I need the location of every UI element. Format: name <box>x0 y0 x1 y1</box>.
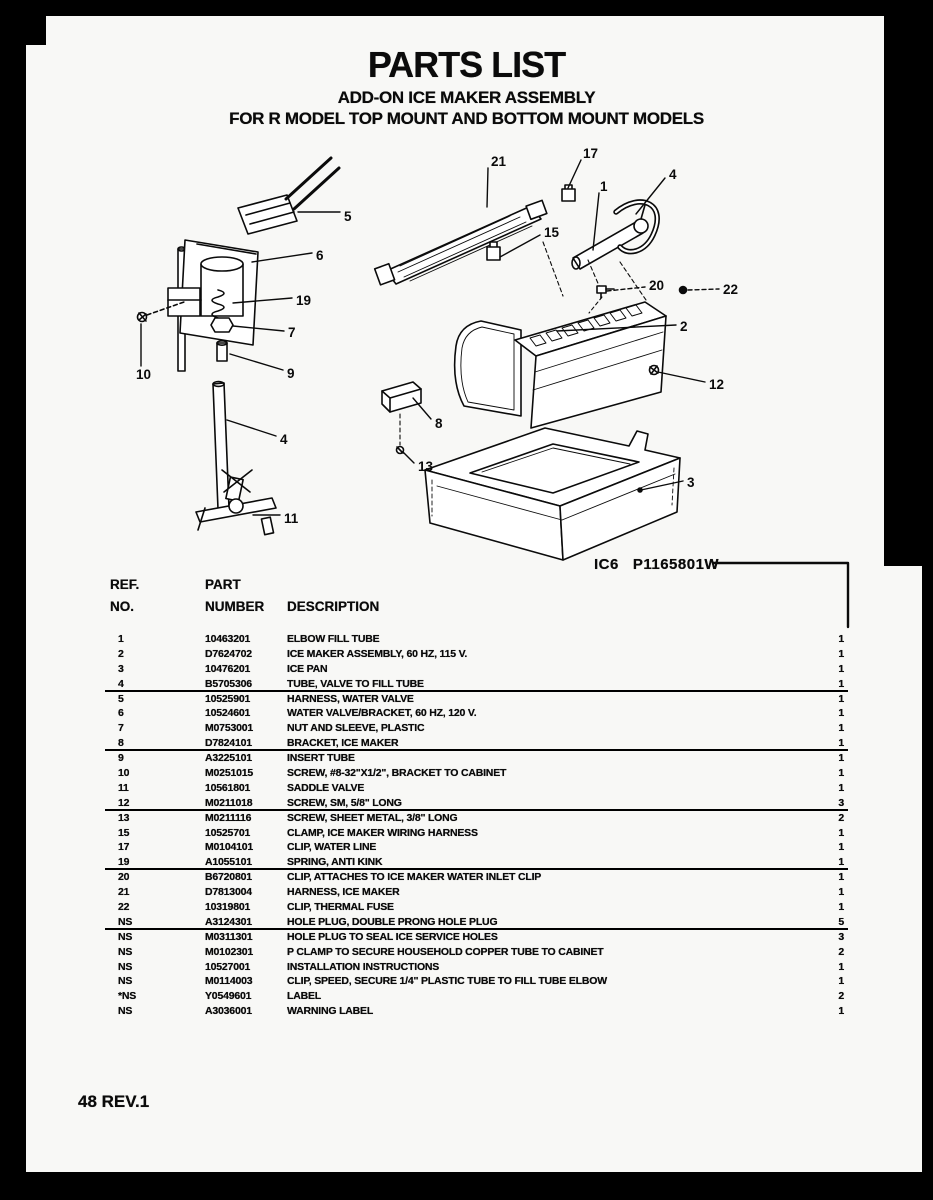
cell-ref: NS <box>118 930 133 943</box>
callout-label: 1 <box>600 179 608 194</box>
table-row <box>105 692 848 707</box>
callout-leader-line <box>227 420 276 436</box>
callout-label: 20 <box>649 278 665 293</box>
cell-ref: 19 <box>118 856 130 869</box>
cell-ref: 7 <box>118 722 124 735</box>
cell-qty: 1 <box>838 647 844 660</box>
cell-desc: SCREW, #8-32"X1/2", BRACKET TO CABINET <box>287 767 507 780</box>
cell-part: M0311301 <box>205 930 253 943</box>
cell-part: D7624702 <box>205 647 252 660</box>
table-row <box>105 945 848 960</box>
table-row <box>105 811 848 826</box>
cell-qty: 1 <box>838 752 844 765</box>
bracket-and-screw-drawing <box>382 382 421 454</box>
cell-ref: 22 <box>118 901 130 914</box>
table-row <box>105 736 848 751</box>
cell-qty: 1 <box>838 722 844 735</box>
cell-part: 10319801 <box>205 901 251 914</box>
callout-label: 12 <box>709 377 725 392</box>
cell-part: A3124301 <box>205 915 252 928</box>
callout-label: 4 <box>669 167 677 182</box>
cell-qty: 1 <box>838 841 844 854</box>
cell-desc: CLAMP, ICE MAKER WIRING HARNESS <box>287 826 478 839</box>
cell-part: 10476201 <box>205 662 251 675</box>
cell-qty: 1 <box>838 737 844 750</box>
cell-ref: 6 <box>118 707 124 720</box>
cell-part: D7813004 <box>205 886 252 899</box>
scan-border-top <box>0 0 933 16</box>
scan-border-right-upper <box>884 0 933 566</box>
cell-desc: ELBOW FILL TUBE <box>287 633 380 645</box>
table-row <box>105 751 848 766</box>
table-row <box>105 766 848 781</box>
table-row <box>105 915 848 930</box>
table-row <box>105 930 848 945</box>
callout-label: 7 <box>288 325 296 340</box>
cell-qty: 5 <box>838 915 844 928</box>
cell-part: Y0549601 <box>205 990 252 1003</box>
ice-pan-drawing <box>425 428 680 560</box>
cell-part: A1055101 <box>205 856 252 869</box>
callout-label: 6 <box>316 248 324 263</box>
cell-ref: 5 <box>118 692 124 705</box>
callout-label: 3 <box>687 475 695 490</box>
cell-ref: 2 <box>118 647 124 660</box>
cell-qty: 2 <box>838 945 844 958</box>
cell-ref: 4 <box>118 677 124 690</box>
diagram-id-label: IC6 P1165801W <box>594 556 720 573</box>
callout-label: 8 <box>435 416 443 431</box>
cell-part: M0211018 <box>205 796 253 809</box>
cell-desc: CLIP, ATTACHES TO ICE MAKER WATER INLET CLIP <box>287 871 542 884</box>
cell-qty: 2 <box>838 811 844 824</box>
table-row <box>105 1004 848 1019</box>
cell-desc: TUBE, VALVE TO FILL TUBE <box>287 677 424 690</box>
callout-leader-line <box>413 398 431 419</box>
cell-ref: 21 <box>118 886 130 899</box>
table-row <box>105 840 848 855</box>
parts-table-header <box>105 574 848 618</box>
callout-label: 10 <box>136 367 152 382</box>
cell-part: 10525701 <box>205 826 251 839</box>
cell-qty: 1 <box>838 707 844 720</box>
cell-qty: 1 <box>838 677 844 690</box>
cell-ref: 8 <box>118 737 124 750</box>
table-row <box>105 826 848 841</box>
cell-ref: 3 <box>118 662 124 675</box>
page-title: PARTS LIST <box>367 44 566 85</box>
callout-leader-line <box>403 452 414 463</box>
cell-desc: P CLAMP TO SECURE HOUSEHOLD COPPER TUBE TO CABINET <box>287 945 604 958</box>
table-row <box>105 796 848 811</box>
callout-leader-line <box>230 354 283 370</box>
cell-qty: 3 <box>838 796 844 809</box>
callout-leader-line <box>500 235 540 257</box>
cell-ref: 11 <box>118 781 129 794</box>
callout-label: 11 <box>284 511 299 526</box>
cell-qty: 1 <box>838 856 844 869</box>
callout-leader-line <box>593 193 599 250</box>
scan-border-bottom <box>0 1172 933 1200</box>
cell-desc: ICE PAN <box>287 662 328 675</box>
cell-ref: 10 <box>118 767 130 780</box>
cell-part: M0251015 <box>205 767 254 780</box>
cell-qty: 3 <box>838 930 844 943</box>
cell-desc: BRACKET, ICE MAKER <box>287 737 399 750</box>
cell-qty: 1 <box>838 781 844 794</box>
cell-desc: LABEL <box>287 990 321 1003</box>
scan-border-left <box>0 0 26 1200</box>
cell-ref: 17 <box>118 841 130 854</box>
cell-part: M0211116 <box>205 811 252 824</box>
cell-ref: 20 <box>118 871 130 884</box>
cell-part: D7824101 <box>205 737 252 750</box>
cell-desc: SADDLE VALVE <box>287 781 365 794</box>
cell-desc: WARNING LABEL <box>287 1005 374 1018</box>
cell-desc: HARNESS, ICE MAKER <box>287 886 400 899</box>
callout-leader-line <box>487 168 488 207</box>
cell-desc: SCREW, SHEET METAL, 3/8" LONG <box>287 811 458 824</box>
scan-border-right-lower <box>922 566 933 1200</box>
header-part-line2: NUMBER <box>205 599 265 614</box>
cell-desc: SCREW, SM, 5/8" LONG <box>287 796 402 809</box>
cell-qty: 1 <box>838 960 844 973</box>
cell-part: A3225101 <box>205 752 252 765</box>
cell-qty: 1 <box>838 1005 844 1018</box>
cell-desc: INSTALLATION INSTRUCTIONS <box>287 960 440 973</box>
parts-table <box>105 632 848 1019</box>
callout-leader-line <box>688 289 719 290</box>
cell-desc: HOLE PLUG, DOUBLE PRONG HOLE PLUG <box>287 915 498 928</box>
table-row <box>105 885 848 900</box>
table-row <box>105 706 848 721</box>
cell-ref: NS <box>118 945 133 958</box>
cell-qty: 1 <box>838 767 844 780</box>
cell-desc: CLIP, SPEED, SECURE 1/4" PLASTIC TUBE TO FILL TUBE ELBOW <box>287 975 607 988</box>
cell-ref: NS <box>118 915 133 928</box>
callout-label: 5 <box>344 209 352 224</box>
cell-qty: 1 <box>838 975 844 988</box>
table-row <box>105 781 848 796</box>
table-row <box>105 989 848 1004</box>
callout-label: 13 <box>418 459 434 474</box>
table-row <box>105 677 848 692</box>
cell-part: 10524601 <box>205 707 251 720</box>
cell-qty: 1 <box>838 633 844 645</box>
water-valve-assembly-drawing <box>138 158 340 535</box>
table-row <box>105 870 848 885</box>
cell-desc: CLIP, THERMAL FUSE <box>287 901 394 914</box>
table-row <box>105 632 848 647</box>
table-row <box>105 647 848 662</box>
cell-desc: HARNESS, WATER VALVE <box>287 692 414 705</box>
callout-label: 19 <box>296 293 312 308</box>
cell-desc: SPRING, ANTI KINK <box>287 856 383 869</box>
cell-qty: 1 <box>838 871 844 884</box>
cell-ref: *NS <box>118 990 137 1003</box>
cell-ref: 9 <box>118 752 124 765</box>
page-subtitle-1: ADD-ON ICE MAKER ASSEMBLY <box>337 88 596 107</box>
header-ref-line1: REF. <box>110 577 140 592</box>
cell-part: B6720801 <box>205 871 252 884</box>
callout-leader-line <box>636 178 665 214</box>
cell-ref: NS <box>118 960 133 973</box>
ice-maker-assembly-drawing <box>455 286 687 428</box>
cell-part: 10463201 <box>205 633 251 645</box>
table-row <box>105 662 848 677</box>
header-ref-line2: NO. <box>110 599 135 614</box>
callout-label: 17 <box>583 146 599 161</box>
harness-and-fill-tube-drawing <box>375 185 658 300</box>
cell-ref: 15 <box>118 826 130 839</box>
callout-leader-line <box>658 372 705 382</box>
cell-part: A3036001 <box>205 1005 252 1018</box>
cell-desc: INSERT TUBE <box>287 752 355 765</box>
cell-desc: ICE MAKER ASSEMBLY, 60 HZ, 115 V. <box>287 647 468 660</box>
cell-qty: 1 <box>838 662 844 675</box>
callout-leader-line <box>568 160 581 188</box>
page-subtitle-2: FOR R MODEL TOP MOUNT AND BOTTOM MOUNT MODELS <box>229 109 704 128</box>
cell-ref: NS <box>118 1005 133 1018</box>
cell-part: 10527001 <box>205 960 251 973</box>
cell-part: M0104101 <box>205 841 254 854</box>
cell-part: B5705306 <box>205 677 252 690</box>
table-row <box>105 974 848 989</box>
cell-part: 10561801 <box>205 781 251 794</box>
callout-label: 2 <box>680 319 688 334</box>
cell-part: M0102301 <box>205 945 254 958</box>
callout-label: 9 <box>287 366 295 381</box>
table-row <box>105 960 848 975</box>
cell-qty: 1 <box>838 901 844 914</box>
cell-desc: CLIP, WATER LINE <box>287 841 377 854</box>
page-number: 48 REV.1 <box>78 1092 150 1111</box>
header-part-line1: PART <box>205 577 241 592</box>
table-row <box>105 900 848 915</box>
cell-qty: 1 <box>838 886 844 899</box>
callout-leader-line <box>252 253 312 262</box>
cell-ref: NS <box>118 975 133 988</box>
cell-part: 10525901 <box>205 692 251 705</box>
cell-qty: 1 <box>838 692 844 705</box>
cell-qty: 2 <box>838 990 844 1003</box>
table-row <box>105 855 848 870</box>
callout-label: 15 <box>544 225 560 240</box>
callout-label: 22 <box>723 282 739 297</box>
header-description: DESCRIPTION <box>287 599 380 614</box>
cell-desc: HOLE PLUG TO SEAL ICE SERVICE HOLES <box>287 930 498 943</box>
callout-label: 4 <box>280 432 288 447</box>
cell-qty: 1 <box>838 826 844 839</box>
callout-label: 21 <box>491 154 507 169</box>
cell-part: M0753001 <box>205 722 254 735</box>
cell-ref: 1 <box>118 633 124 645</box>
cell-desc: NUT AND SLEEVE, PLASTIC <box>287 722 425 735</box>
cell-ref: 12 <box>118 796 130 809</box>
cell-part: M0114003 <box>205 975 253 988</box>
cell-ref: 13 <box>118 811 130 824</box>
cell-desc: WATER VALVE/BRACKET, 60 HZ, 120 V. <box>287 707 477 720</box>
table-row <box>105 721 848 736</box>
